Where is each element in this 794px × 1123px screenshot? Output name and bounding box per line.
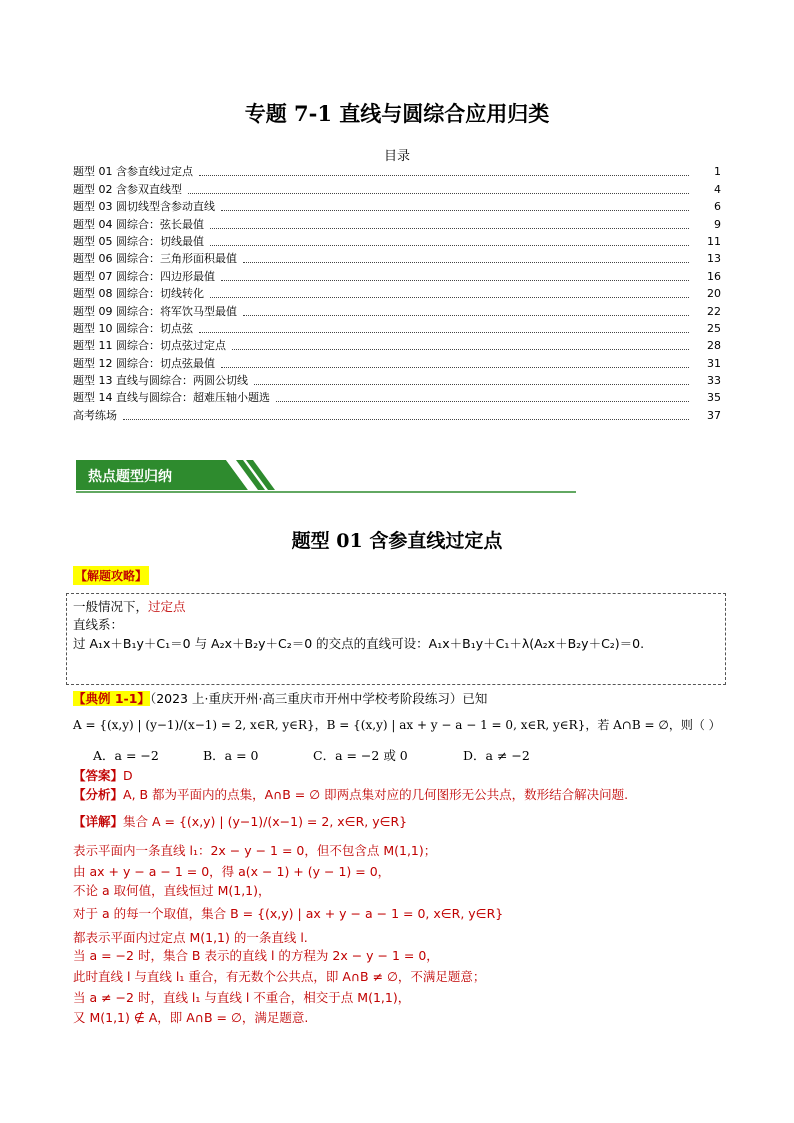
toc-leader xyxy=(221,210,689,211)
toc-item[interactable] xyxy=(73,319,721,336)
banner-text: 热点题型归纳 xyxy=(88,469,172,485)
toc-item[interactable] xyxy=(73,249,721,266)
toc-item-label: 题型 14 直线与圆综合：超难压轴小题选 xyxy=(73,391,270,405)
toc-item-page: 35 xyxy=(707,391,721,405)
toc-item[interactable] xyxy=(73,388,721,405)
toc-item-page: 11 xyxy=(707,234,721,248)
section-banner xyxy=(76,460,576,494)
toc-item[interactable] xyxy=(73,179,721,196)
analysis-line xyxy=(73,785,628,803)
answer-text: D xyxy=(123,768,133,783)
example-source: （2023 上·重庆开州·高三重庆市开州中学校考阶段练习）已知 xyxy=(149,691,488,706)
toc-item[interactable] xyxy=(73,197,721,214)
toc-item[interactable] xyxy=(73,266,721,283)
option-d[interactable]: D．a ≠ −2 xyxy=(463,748,530,763)
detail-line: 当 a = −2 时，集合 B 表示的直线 l 的方程为 2x − y − 1 = 0， xyxy=(73,948,439,963)
detail-line: 又 M(1,1) ∉ A，即 A∩B = ∅，满足题意. xyxy=(73,1010,309,1025)
toc-leader xyxy=(199,175,689,176)
toc-leader xyxy=(188,193,689,194)
tip-box xyxy=(66,593,726,685)
toc-item-page: 31 xyxy=(707,356,721,370)
toc-item[interactable] xyxy=(73,284,721,301)
tip-line: 过 A₁x＋B₁y＋C₁＝0 与 A₂x＋B₂y＋C₂＝0 的交点的直线可设：A₁x＋B₁y＋C₁＋λ(A₂x＋B₂y＋C₂)＝0. xyxy=(73,636,645,651)
answer-line xyxy=(73,766,133,784)
toc-item-label: 题型 13 直线与圆综合：两圆公切线 xyxy=(73,374,248,388)
toc-item-page: 25 xyxy=(707,321,721,335)
option-a[interactable]: A．a = −2 xyxy=(93,748,159,763)
toc-leader xyxy=(243,315,689,316)
tip-line xyxy=(73,597,186,615)
detail-line: 不论 a 取何值，直线恒过 M(1,1)， xyxy=(73,883,271,898)
toc-item[interactable] xyxy=(73,301,721,318)
detail-line: 表示平面内一条直线 l₁：2x − y − 1 = 0，但不包含点 M(1,1)； xyxy=(73,843,437,858)
toc-item-page: 1 xyxy=(714,165,721,179)
toc-item[interactable] xyxy=(73,162,721,179)
example-question: A = {(x,y) | (y−1)/(x−1) = 2, x∈R, y∈R}，B = {(x,y) | ax + y − a − 1 = 0, x∈R, y∈R}，若 A∩B = ∅，则（ ） xyxy=(73,718,721,732)
toc-item-label: 题型 08 圆综合：切线转化 xyxy=(73,287,204,301)
toc-item-label: 题型 07 圆综合：四边形最值 xyxy=(73,269,215,283)
example-options xyxy=(93,746,573,764)
example-tag: 【典例 1-1】 xyxy=(73,691,150,706)
toc-item-page: 9 xyxy=(714,217,721,231)
detail-line: 此时直线 l 与直线 l₁ 重合，有无数个公共点，即 A∩B ≠ ∅，不满足题意； xyxy=(73,969,486,984)
toc-item[interactable] xyxy=(73,353,721,370)
toc-item-label: 高考练场 xyxy=(73,408,117,422)
tip-highlight: 过定点 xyxy=(148,599,186,614)
toc-item-label: 题型 11 圆综合：切点弦过定点 xyxy=(73,339,226,353)
toc-item-label: 题型 02 含参双直线型 xyxy=(73,182,182,196)
toc-item-label: 题型 01 含参直线过定点 xyxy=(73,165,193,179)
toc-item-page: 13 xyxy=(707,252,721,266)
toc-leader xyxy=(123,419,689,420)
section-title: 题型 01 含参直线过定点 xyxy=(291,530,503,552)
toc-item-page: 28 xyxy=(707,339,721,353)
toc-item-page: 6 xyxy=(714,200,721,214)
toc-item-page: 37 xyxy=(707,408,721,422)
detail-line: 对于 a 的每一个取值，集合 B = {(x,y) | ax + y − a − 1 = 0, x∈R, y∈R} xyxy=(73,906,504,921)
toc-item[interactable] xyxy=(73,405,721,422)
toc-leader xyxy=(276,401,689,402)
detail-text: 集合 A = {(x,y) | (y−1)/(x−1) = 2, x∈R, y∈R} xyxy=(123,814,408,829)
toc-leader xyxy=(243,262,689,263)
document-title: 专题 7-1 直线与圆综合应用归类 xyxy=(244,101,550,126)
toc-item[interactable] xyxy=(73,336,721,353)
option-b[interactable]: B．a = 0 xyxy=(203,748,259,763)
analysis-text: A, B 都为平面内的点集，A∩B = ∅ 即两点集对应的几何图形无公共点，数形结合解决问题. xyxy=(123,787,629,802)
detail-line xyxy=(73,812,407,830)
detail-line: 都表示平面内过定点 M(1,1) 的一条直线 l. xyxy=(73,930,308,945)
toc-leader xyxy=(210,228,689,229)
toc-item[interactable] xyxy=(73,232,721,249)
toc-item[interactable] xyxy=(73,214,721,231)
detail-line: 当 a ≠ −2 时，直线 l₁ 与直线 l 不重合，相交于点 M(1,1)， xyxy=(73,990,411,1005)
tip-line: 直线系： xyxy=(73,617,124,632)
toc-item[interactable] xyxy=(73,371,721,388)
toc-item-page: 4 xyxy=(714,182,721,196)
analysis-tag: 【分析】 xyxy=(73,787,124,802)
toc-leader xyxy=(221,280,689,281)
toc-item-page: 20 xyxy=(707,287,721,301)
toc-item-label: 题型 05 圆综合：切线最值 xyxy=(73,234,204,248)
example-heading xyxy=(73,689,487,707)
toc-item-label: 题型 12 圆综合：切点弦最值 xyxy=(73,356,215,370)
toc-leader xyxy=(210,245,689,246)
toc-leader xyxy=(221,367,689,368)
toc-item-page: 16 xyxy=(707,269,721,283)
toc-leader xyxy=(199,332,689,333)
toc-item-label: 题型 03 圆切线型含参动直线 xyxy=(73,200,215,214)
toc-item-label: 题型 10 圆综合：切点弦 xyxy=(73,321,193,335)
toc-item-page: 22 xyxy=(707,304,721,318)
toc-leader xyxy=(254,384,689,385)
toc-item-label: 题型 09 圆综合：将军饮马型最值 xyxy=(73,304,237,318)
detail-line: 由 ax + y − a − 1 = 0，得 a(x − 1) + (y − 1) = 0， xyxy=(73,864,391,879)
tip-text: 一般情况下， xyxy=(73,599,149,614)
toc-item-page: 33 xyxy=(707,374,721,388)
toc-item-label: 题型 04 圆综合：弦长最值 xyxy=(73,217,204,231)
table-of-contents xyxy=(73,162,721,423)
detail-tag: 【详解】 xyxy=(73,814,124,829)
toc-leader xyxy=(210,297,689,298)
answer-tag: 【答案】 xyxy=(73,768,124,783)
tip-tag: 【解题攻略】 xyxy=(73,566,149,585)
toc-heading: 目录 xyxy=(383,149,410,164)
option-c[interactable]: C．a = −2 或 0 xyxy=(313,748,408,763)
toc-item-label: 题型 06 圆综合：三角形面积最值 xyxy=(73,252,237,266)
toc-leader xyxy=(232,349,689,350)
